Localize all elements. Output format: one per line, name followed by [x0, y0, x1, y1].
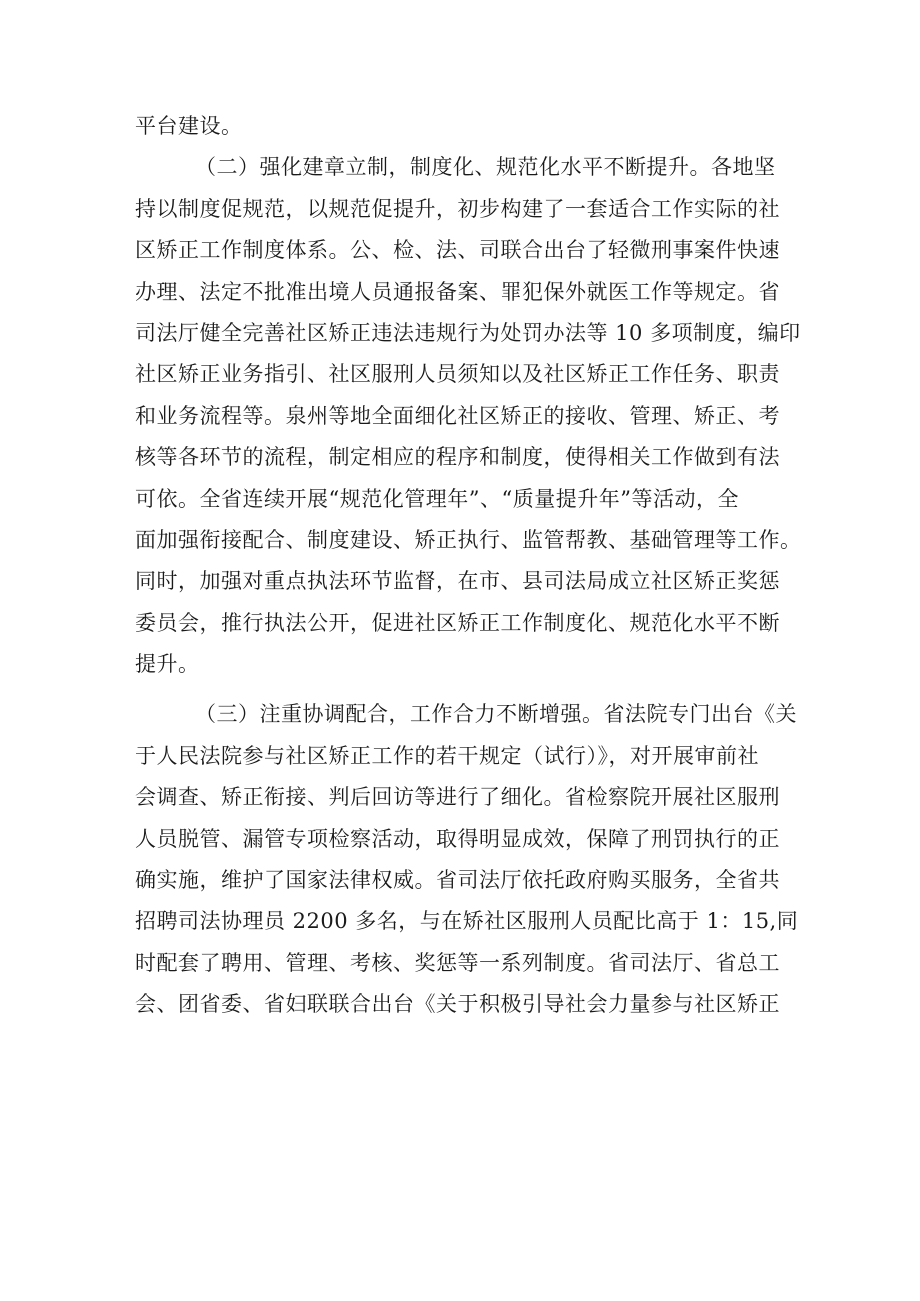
text-line: 办理、法定不批准出境人员通报备案、罪犯保外就医工作等规定。省: [135, 279, 780, 304]
text-line: 持以制度促规范，以规范促提升，初步构建了一套适合工作实际的社: [135, 196, 780, 221]
text-line: 时配套了聘用、管理、考核、奖惩等一系列制度。省司法厅、省总工: [135, 950, 780, 975]
text-line: （三）注重协调配合，工作合力不断增强。省法院专门出台《关: [195, 702, 797, 727]
text-line: 面加强衔接配合、制度建设、矫正执行、监管帮教、基础管理等工作。: [135, 527, 802, 552]
paragraph-platform-construction: [135, 106, 807, 147]
text-line: 会调查、矫正衔接、判后回访等进行了细化。省检察院开展社区服刑: [135, 785, 780, 810]
text-line: 核等各环节的流程，制定相应的程序和制度，使得相关工作做到有法: [135, 445, 780, 470]
text-line: 会、团省委、省妇联联合出台《关于积极引导社会力量参与社区矫正: [135, 992, 780, 1017]
text-line: 司法厅健全完善社区矫正违法违规行为处罚办法等 10 多项制度，编印: [135, 320, 801, 345]
text-line: 提升。: [135, 652, 200, 677]
text-line: （二）强化建章立制，制度化、规范化水平不断提升。各地坚: [195, 155, 776, 180]
text-line: 和业务流程等。泉州等地全面细化社区矫正的接收、管理、矫正、考: [135, 403, 780, 428]
text-line: 确实施，维护了国家法律权威。省司法厅依托政府购买服务，全省共: [135, 868, 780, 893]
document-body: [135, 106, 807, 1026]
text-line: 招聘司法协理员 2200 多名，与在矫社区服刑人员配比高于 1：15,同: [135, 909, 799, 934]
paragraph-coordination: [135, 694, 807, 1025]
text-line: 平台建设。: [135, 114, 243, 138]
text-line: 人员脱管、漏管专项检察活动，取得明显成效，保障了刑罚执行的正: [135, 826, 780, 851]
text-line: 同时，加强对重点执法环节监督，在市、县司法局成立社区矫正奖惩: [135, 569, 780, 594]
text-line: 委员会，推行执法公开，促进社区矫正工作制度化、规范化水平不断: [135, 610, 780, 635]
text-line: 可依。全省连续开展“规范化管理年”、“质量提升年”等活动，全: [135, 486, 739, 511]
text-line: 于人民法院参与社区矫正工作的若干规定（试行）》，对开展审前社: [135, 743, 759, 768]
paragraph-institution-building: [135, 147, 807, 685]
paragraph-spacer: [135, 685, 807, 694]
text-line: 社区矫正业务指引、社区服刑人员须知以及社区矫正工作任务、职责: [135, 362, 780, 387]
text-line: 区矫正工作制度体系。公、检、法、司联合出台了轻微刑事案件快速: [135, 238, 780, 263]
